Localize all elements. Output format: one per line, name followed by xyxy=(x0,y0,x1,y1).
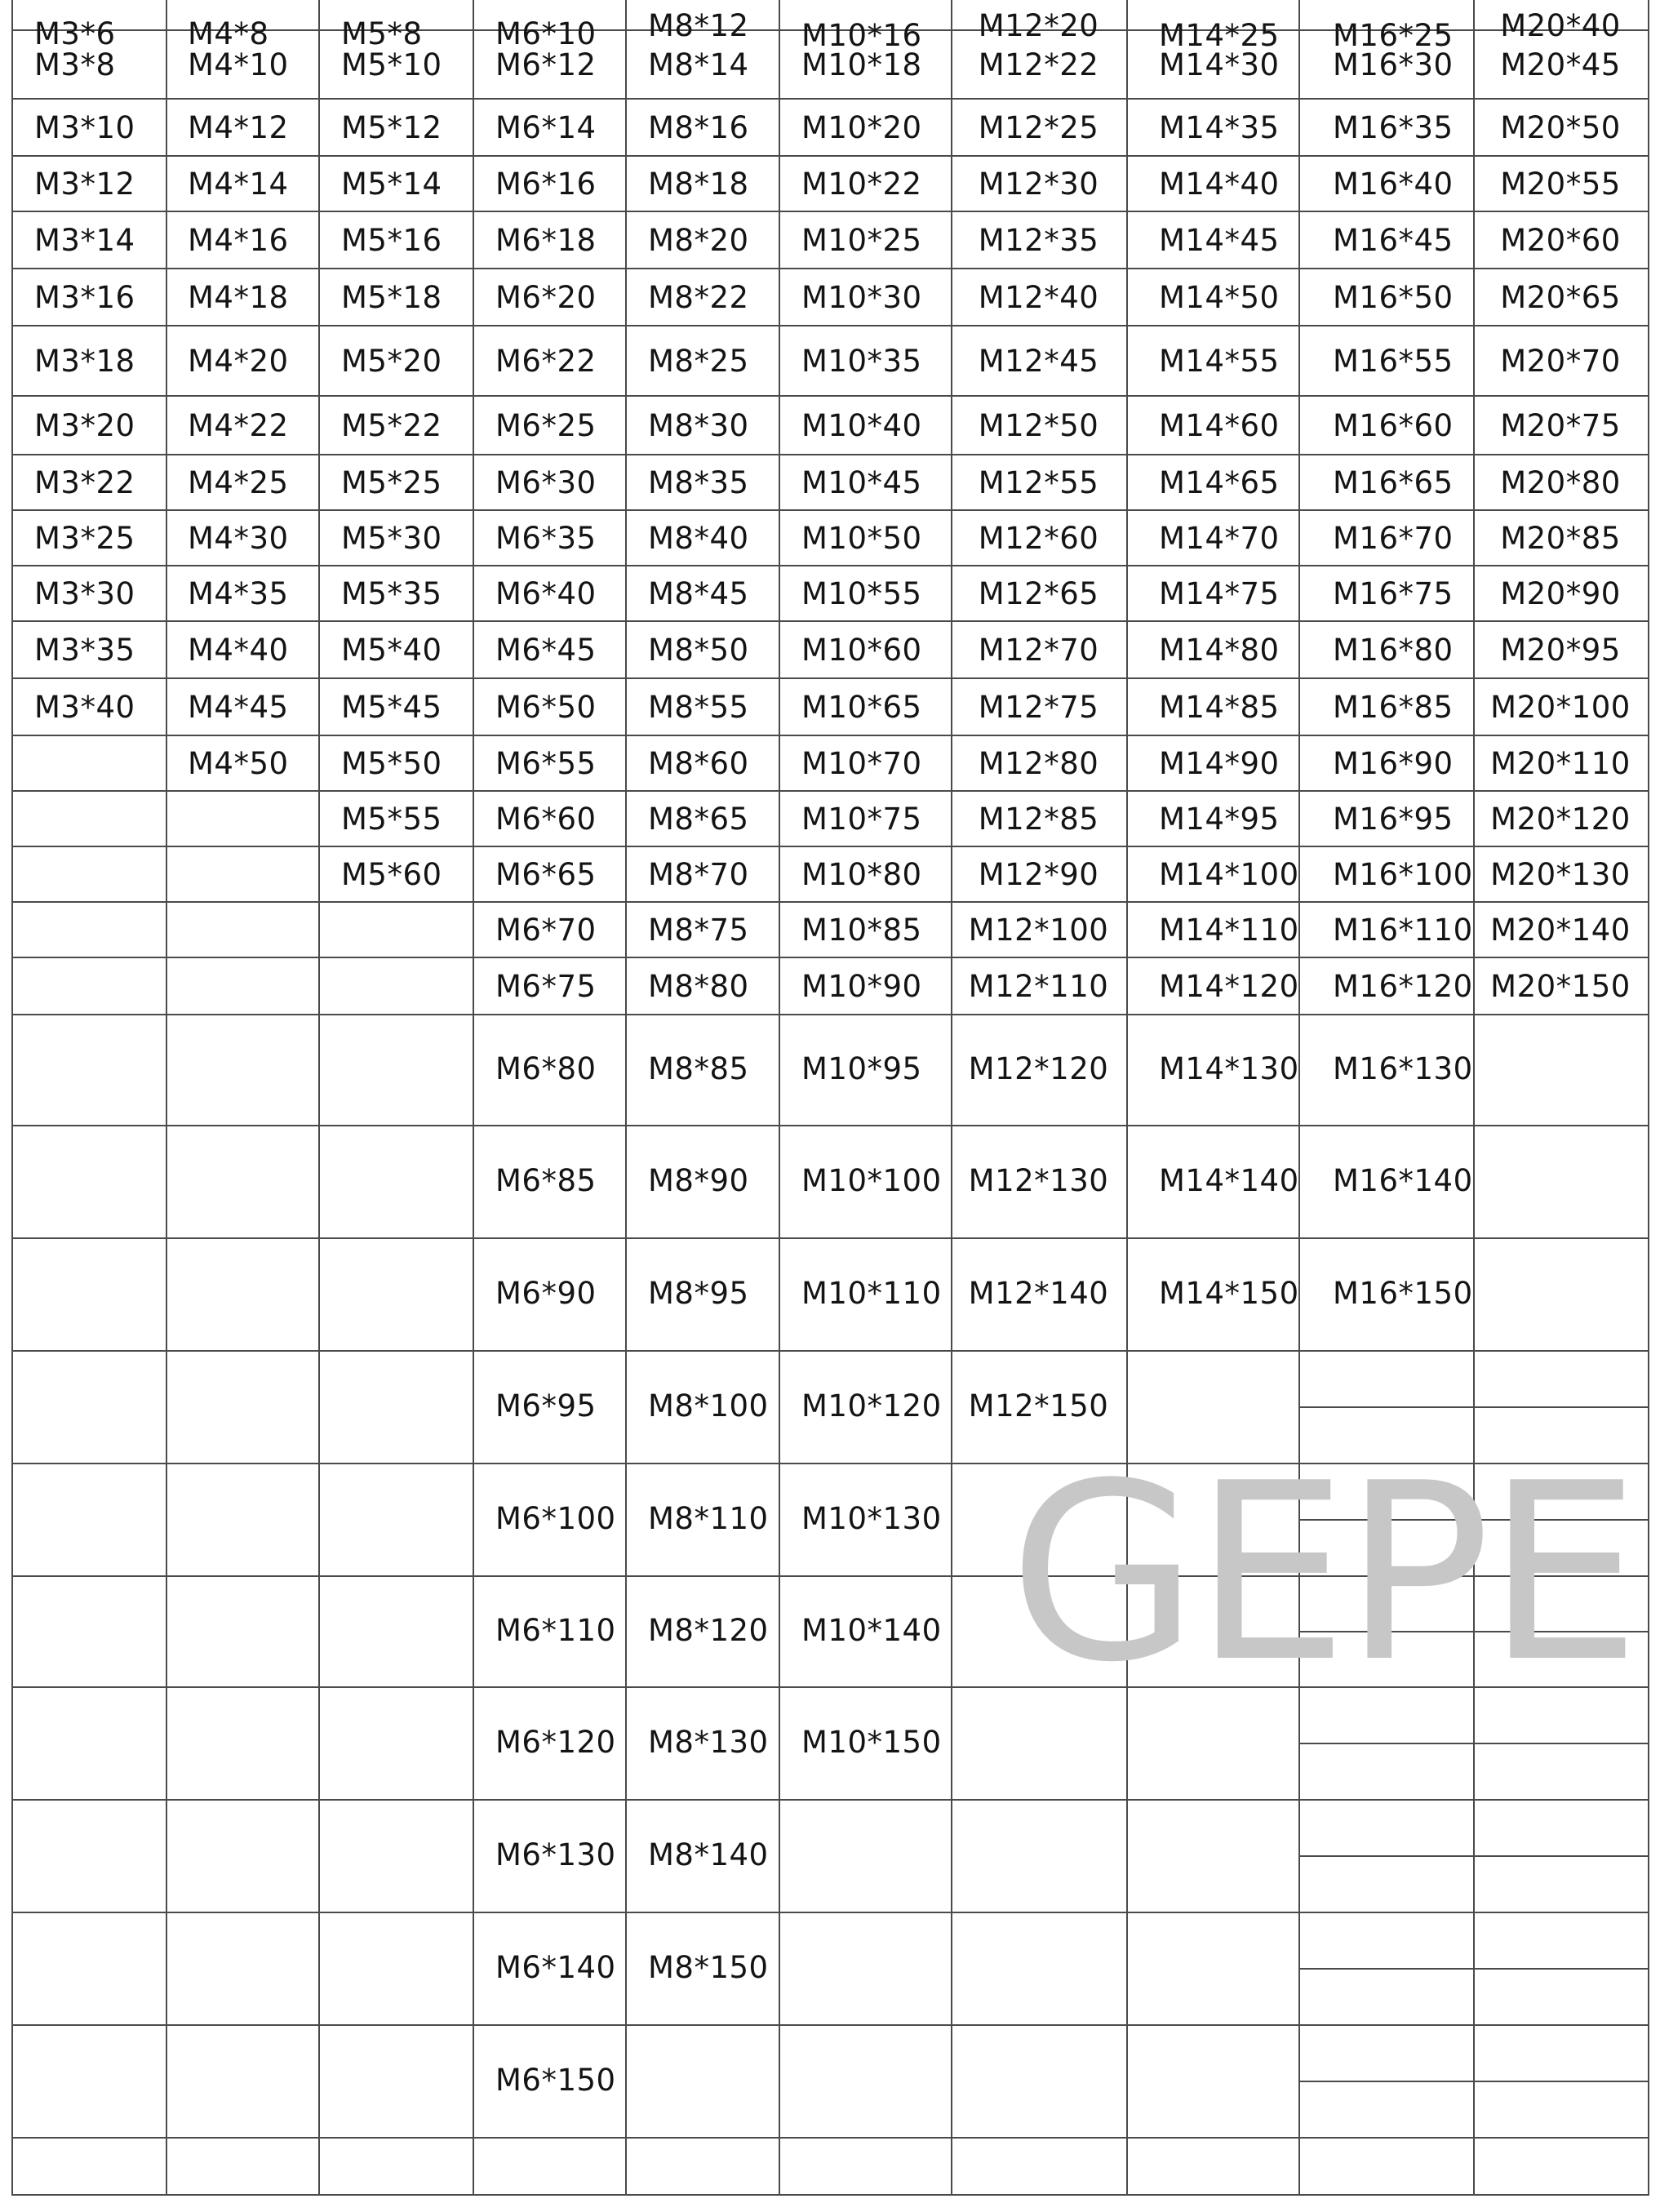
table-cell: M10*100 xyxy=(801,1163,942,1198)
table-cell: M6*16 xyxy=(495,167,597,202)
table-cell: M6*95 xyxy=(495,1388,597,1424)
table-cell: M6*18 xyxy=(495,223,597,258)
grid-hline xyxy=(11,2194,1649,2196)
watermark: GEPE xyxy=(1009,1431,1636,1716)
table-cell: M8*25 xyxy=(648,344,749,379)
table-cell: M20*80 xyxy=(1500,465,1621,500)
table-cell: M5*22 xyxy=(341,408,442,443)
table-cell: M14*65 xyxy=(1159,465,1280,500)
table-cell: M4*25 xyxy=(188,465,289,500)
table-cell: M16*45 xyxy=(1333,223,1454,258)
table-cell: M6*40 xyxy=(495,576,597,611)
table-cell: M16*150 xyxy=(1333,1276,1473,1311)
table-cell: M20*100 xyxy=(1490,690,1631,725)
grid-vline xyxy=(11,0,13,2196)
table-cell: M20*95 xyxy=(1500,633,1621,668)
grid-hline xyxy=(11,901,1649,903)
table-cell: M8*120 xyxy=(648,1613,769,1648)
table-cell: M10*18 xyxy=(801,47,922,82)
table-cell: M8*60 xyxy=(648,746,749,781)
table-cell: M8*70 xyxy=(648,857,749,892)
table-cell: M10*75 xyxy=(801,802,922,837)
table-cell: M6*80 xyxy=(495,1051,597,1086)
table-cell: M12*60 xyxy=(978,521,1099,556)
table-cell: M6*100 xyxy=(495,1501,616,1536)
table-cell: M20*150 xyxy=(1490,969,1631,1004)
table-cell: M20*110 xyxy=(1490,746,1631,781)
table-cell: M3*10 xyxy=(34,110,135,145)
grid-hline xyxy=(11,454,1649,455)
table-cell: M8*100 xyxy=(648,1388,769,1424)
table-cell: M14*90 xyxy=(1159,746,1280,781)
table-cell: M6*70 xyxy=(495,913,597,948)
table-cell: M3*25 xyxy=(34,521,135,556)
table-cell: M14*40 xyxy=(1159,167,1280,202)
table-cell: M16*75 xyxy=(1333,576,1454,611)
table-cell: M3*30 xyxy=(34,576,135,611)
table-cell: M14*80 xyxy=(1159,633,1280,668)
table-cell: M8*150 xyxy=(648,1950,769,1985)
table-cell: M4*30 xyxy=(188,521,289,556)
table-cell: M8*18 xyxy=(648,167,749,202)
table-cell: M12*100 xyxy=(968,913,1109,948)
table-cell: M8*16 xyxy=(648,110,749,145)
grid-vline xyxy=(779,0,780,2196)
table-cell: M6*60 xyxy=(495,802,597,837)
grid-vline xyxy=(1648,0,1649,2196)
table-cell: M4*45 xyxy=(188,690,289,725)
table-cell: M5*16 xyxy=(341,223,442,258)
table-cell: M4*20 xyxy=(188,344,289,379)
table-cell: M5*20 xyxy=(341,344,442,379)
table-cell: M3*14 xyxy=(34,223,135,258)
table-cell: M8*140 xyxy=(648,1837,769,1872)
table-cell: M6*75 xyxy=(495,969,597,1004)
table-cell: M10*90 xyxy=(801,969,922,1004)
table-cell: M12*110 xyxy=(968,969,1109,1004)
table-cell: M6*14 xyxy=(495,110,597,145)
grid-hline xyxy=(11,735,1649,736)
table-cell: M4*40 xyxy=(188,633,289,668)
table-cell: M4*35 xyxy=(188,576,289,611)
grid-vline xyxy=(1126,0,1128,2196)
table-cell: M4*12 xyxy=(188,110,289,145)
table-cell: M16*50 xyxy=(1333,280,1454,315)
table-cell: M20*120 xyxy=(1490,802,1631,837)
table-cell: M6*45 xyxy=(495,633,597,668)
table-cell: M14*120 xyxy=(1159,969,1299,1004)
table-cell: M5*10 xyxy=(341,47,442,82)
grid-hline xyxy=(1298,1968,1649,1970)
table-cell: M12*22 xyxy=(978,47,1099,82)
table-cell: M20*60 xyxy=(1500,223,1621,258)
grid-hline xyxy=(11,1350,1649,1352)
table-cell: M3*20 xyxy=(34,408,135,443)
table-cell: M10*55 xyxy=(801,576,922,611)
grid-vline xyxy=(318,0,320,2196)
grid-hline xyxy=(11,1912,1649,1913)
table-cell: M14*30 xyxy=(1159,47,1280,82)
table-cell: M8*20 xyxy=(648,223,749,258)
grid-hline xyxy=(11,790,1649,792)
table-cell: M20*90 xyxy=(1500,576,1621,611)
table-cell: M10*65 xyxy=(801,690,922,725)
table-cell: M8*75 xyxy=(648,913,749,948)
grid-hline xyxy=(11,1237,1649,1239)
table-cell: M14*55 xyxy=(1159,344,1280,379)
table-cell: M10*35 xyxy=(801,344,922,379)
table-cell: M5*35 xyxy=(341,576,442,611)
table-cell: M12*65 xyxy=(978,576,1099,611)
grid-vline xyxy=(166,0,167,2196)
table-cell: M6*20 xyxy=(495,280,597,315)
grid-hline xyxy=(11,2137,1649,2139)
grid-hline xyxy=(11,98,1649,100)
table-cell: M10*16 xyxy=(801,18,922,53)
table-cell: M16*140 xyxy=(1333,1163,1473,1198)
table-cell: M3*40 xyxy=(34,690,135,725)
table-cell: M14*140 xyxy=(1159,1163,1299,1198)
grid-hline xyxy=(11,957,1649,958)
grid-hline xyxy=(1298,1743,1649,1744)
table-cell: M6*85 xyxy=(495,1163,597,1198)
grid-hline xyxy=(11,565,1649,566)
table-cell: M6*140 xyxy=(495,1950,616,1985)
table-cell: M10*30 xyxy=(801,280,922,315)
table-cell: M20*65 xyxy=(1500,280,1621,315)
table-cell: M6*65 xyxy=(495,857,597,892)
table-cell: M8*110 xyxy=(648,1501,769,1536)
table-cell: M10*25 xyxy=(801,223,922,258)
table-cell: M14*75 xyxy=(1159,576,1280,611)
grid-hline xyxy=(11,677,1649,679)
table-cell: M20*40 xyxy=(1500,8,1621,43)
table-cell: M10*140 xyxy=(801,1613,942,1648)
table-cell: M14*110 xyxy=(1159,913,1299,948)
table-cell: M8*90 xyxy=(648,1163,749,1198)
table-cell: M12*80 xyxy=(978,746,1099,781)
table-cell: M10*130 xyxy=(801,1501,942,1536)
table-cell: M10*120 xyxy=(801,1388,942,1424)
table-cell: M6*30 xyxy=(495,465,597,500)
table-cell: M10*110 xyxy=(801,1276,942,1311)
table-cell: M8*95 xyxy=(648,1276,749,1311)
table-cell: M16*95 xyxy=(1333,802,1454,837)
grid-hline xyxy=(11,211,1649,212)
table-cell: M5*30 xyxy=(341,521,442,556)
table-cell: M14*85 xyxy=(1159,690,1280,725)
table-cell: M16*65 xyxy=(1333,465,1454,500)
grid-hline xyxy=(1298,2081,1649,2082)
table-cell: M8*65 xyxy=(648,802,749,837)
grid-vline xyxy=(1298,0,1300,2196)
table-cell: M3*35 xyxy=(34,633,135,668)
table-cell: M6*120 xyxy=(495,1725,616,1760)
table-cell: M12*130 xyxy=(968,1163,1109,1198)
table-cell: M12*120 xyxy=(968,1051,1109,1086)
table-cell: M12*40 xyxy=(978,280,1099,315)
table-cell: M8*55 xyxy=(648,690,749,725)
grid-hline xyxy=(11,2024,1649,2026)
table-cell: M16*30 xyxy=(1333,47,1454,82)
table-cell: M8*40 xyxy=(648,521,749,556)
table-cell: M20*70 xyxy=(1500,344,1621,379)
grid-hline xyxy=(11,325,1649,326)
table-cell: M14*150 xyxy=(1159,1276,1299,1311)
grid-hline xyxy=(11,620,1649,622)
grid-hline xyxy=(11,1125,1649,1126)
table-cell: M16*120 xyxy=(1333,969,1473,1004)
table-cell: M20*75 xyxy=(1500,408,1621,443)
table-cell: M16*55 xyxy=(1333,344,1454,379)
table-cell: M6*90 xyxy=(495,1276,597,1311)
table-cell: M10*20 xyxy=(801,110,922,145)
table-cell: M3*8 xyxy=(34,47,116,82)
table-cell: M8*35 xyxy=(648,465,749,500)
table-cell: M20*130 xyxy=(1490,857,1631,892)
table-cell: M5*14 xyxy=(341,167,442,202)
table-cell: M14*100 xyxy=(1159,857,1299,892)
table-cell: M16*90 xyxy=(1333,746,1454,781)
grid-hline xyxy=(11,846,1649,847)
grid-hline xyxy=(11,1014,1649,1015)
table-cell: M5*60 xyxy=(341,857,442,892)
table-cell: M4*14 xyxy=(188,167,289,202)
table-cell: M6*35 xyxy=(495,521,597,556)
grid-hline xyxy=(11,155,1649,157)
table-cell: M3*16 xyxy=(34,280,135,315)
grid-hline xyxy=(11,395,1649,397)
table-cell: M14*35 xyxy=(1159,110,1280,145)
table-cell: M5*40 xyxy=(341,633,442,668)
table-cell: M4*22 xyxy=(188,408,289,443)
table-cell: M20*85 xyxy=(1500,521,1621,556)
table-cell: M20*55 xyxy=(1500,167,1621,202)
table-cell: M16*25 xyxy=(1333,18,1454,53)
table-cell: M5*45 xyxy=(341,690,442,725)
table-cell: M12*25 xyxy=(978,110,1099,145)
table-cell: M4*50 xyxy=(188,746,289,781)
table-cell: M14*130 xyxy=(1159,1051,1299,1086)
table-cell: M20*50 xyxy=(1500,110,1621,145)
table-cell: M5*50 xyxy=(341,746,442,781)
table-cell: M8*12 xyxy=(648,8,749,43)
table-cell: M10*45 xyxy=(801,465,922,500)
grid-vline xyxy=(473,0,474,2196)
table-cell: M12*140 xyxy=(968,1276,1109,1311)
table-cell: M14*70 xyxy=(1159,521,1280,556)
table-cell: M10*95 xyxy=(801,1051,922,1086)
table-cell: M12*30 xyxy=(978,167,1099,202)
grid-hline xyxy=(1298,1855,1649,1857)
table-cell: M16*60 xyxy=(1333,408,1454,443)
table-cell: M16*80 xyxy=(1333,633,1454,668)
table-cell: M12*75 xyxy=(978,690,1099,725)
table-cell: M8*80 xyxy=(648,969,749,1004)
table-cell: M6*55 xyxy=(495,746,597,781)
table-cell: M4*18 xyxy=(188,280,289,315)
table-cell: M6*150 xyxy=(495,2063,616,2098)
grid-hline xyxy=(11,268,1649,269)
table-cell: M16*110 xyxy=(1333,913,1473,948)
table-cell: M8*30 xyxy=(648,408,749,443)
table-cell: M4*8 xyxy=(188,16,269,51)
table-cell: M10*40 xyxy=(801,408,922,443)
grid-vline xyxy=(625,0,627,2196)
table-cell: M20*45 xyxy=(1500,47,1621,82)
grid-hline xyxy=(1298,1406,1649,1408)
table-cell: M6*130 xyxy=(495,1837,616,1872)
table-cell: M10*70 xyxy=(801,746,922,781)
table-cell: M3*12 xyxy=(34,167,135,202)
table-cell: M16*40 xyxy=(1333,167,1454,202)
table-cell: M12*90 xyxy=(978,857,1099,892)
table-cell: M8*14 xyxy=(648,47,749,82)
table-cell: M5*18 xyxy=(341,280,442,315)
table-cell: M8*85 xyxy=(648,1051,749,1086)
table-cell: M12*50 xyxy=(978,408,1099,443)
table-cell: M3*22 xyxy=(34,465,135,500)
table-cell: M5*8 xyxy=(341,16,423,51)
table-cell: M8*130 xyxy=(648,1725,769,1760)
table-cell: M10*150 xyxy=(801,1725,942,1760)
table-cell: M6*50 xyxy=(495,690,597,725)
table-cell: M10*80 xyxy=(801,857,922,892)
table-cell: M16*100 xyxy=(1333,857,1473,892)
table-cell: M10*50 xyxy=(801,521,922,556)
table-cell: M16*130 xyxy=(1333,1051,1473,1086)
grid-vline xyxy=(951,0,952,2196)
table-cell: M3*6 xyxy=(34,16,116,51)
table-cell: M14*50 xyxy=(1159,280,1280,315)
table-cell: M12*70 xyxy=(978,633,1099,668)
table-cell: M12*55 xyxy=(978,465,1099,500)
grid-hline xyxy=(11,509,1649,511)
table-cell: M12*150 xyxy=(968,1388,1109,1424)
table-cell: M4*10 xyxy=(188,47,289,82)
table-cell: M5*12 xyxy=(341,110,442,145)
table-cell: M8*50 xyxy=(648,633,749,668)
table-cell: M6*12 xyxy=(495,47,597,82)
table-cell: M10*60 xyxy=(801,633,922,668)
grid-hline xyxy=(11,1799,1649,1801)
table-cell: M16*35 xyxy=(1333,110,1454,145)
table-cell: M8*22 xyxy=(648,280,749,315)
table-cell: M6*10 xyxy=(495,16,597,51)
table-cell: M12*20 xyxy=(978,8,1099,43)
table-cell: M14*95 xyxy=(1159,802,1280,837)
table-cell: M14*45 xyxy=(1159,223,1280,258)
table-cell: M6*25 xyxy=(495,408,597,443)
table-cell: M10*22 xyxy=(801,167,922,202)
table-cell: M5*55 xyxy=(341,802,442,837)
table-cell: M16*85 xyxy=(1333,690,1454,725)
table-cell: M10*85 xyxy=(801,913,922,948)
table-cell: M6*22 xyxy=(495,344,597,379)
table-cell: M4*16 xyxy=(188,223,289,258)
table-cell: M12*35 xyxy=(978,223,1099,258)
table-cell: M14*25 xyxy=(1159,18,1280,53)
table-cell: M8*45 xyxy=(648,576,749,611)
table-cell: M6*110 xyxy=(495,1613,616,1648)
table-cell: M12*85 xyxy=(978,802,1099,837)
table-cell: M5*25 xyxy=(341,465,442,500)
table-cell: M14*60 xyxy=(1159,408,1280,443)
table-cell: M3*18 xyxy=(34,344,135,379)
table-cell: M12*45 xyxy=(978,344,1099,379)
table-cell: M20*140 xyxy=(1490,913,1631,948)
table-cell: M16*70 xyxy=(1333,521,1454,556)
grid-vline xyxy=(1473,0,1475,2196)
